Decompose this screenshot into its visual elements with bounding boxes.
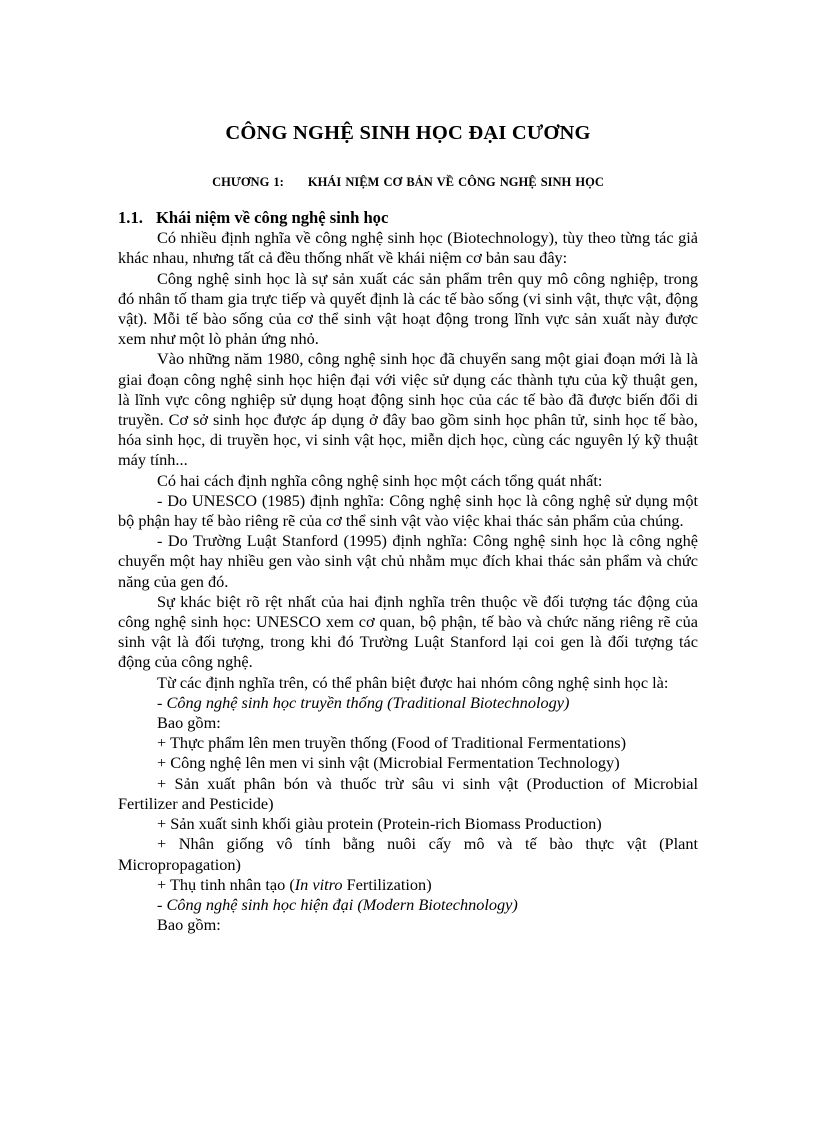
list-item: + Sản xuất sinh khối giàu protein (Protein-rich Biomass Production) <box>157 814 602 834</box>
paragraph: Vào những năm 1980, công nghệ sinh học đã chuyển sang một giai đoạn mới là là giai đoạn công nghệ sinh học hiện đại với việc sử dụng các thành tựu của kỹ thuật gen, là lĩnh vực công nghiệp sử dụng hoạt động sinh học của các tế bào đã được biến đổi di truyền. Cơ sở sinh học được áp dụng ở đây bao gồm sinh học phân tử, sinh học tế bào, hóa sinh học, di truyền học, vi sinh vật học, miễn dịch học, cùng các nguyên lý kỹ thuật máy tính... <box>118 349 698 470</box>
paragraph: Có nhiều định nghĩa về công nghệ sinh học (Biotechnology), tùy theo từng tác giả khác nhau, nhưng tất cả đều thống nhất về khái niệm cơ bản sau đây: <box>118 228 698 268</box>
includes-label: Bao gồm: <box>157 915 221 935</box>
paragraph: - Do UNESCO (1985) định nghĩa: Công nghệ sinh học là công nghệ sử dụng một bộ phận hay tế bào riêng rẽ của cơ thể sinh vật vào việc khai thác sản phẩm của chúng. <box>118 490 698 531</box>
chapter-heading <box>0 175 816 190</box>
list-item: + Nhân giống vô tính bằng nuôi cấy mô và tế bào thực vật (Plant Micropropagation) <box>118 834 698 874</box>
document-body <box>118 208 698 935</box>
list-item: + Công nghệ lên men vi sinh vật (Microbial Fermentation Technology) <box>157 753 620 773</box>
modern-biotech-heading: - Công nghệ sinh học hiện đại (Modern Biotechnology) <box>157 894 518 914</box>
paragraph: Từ các định nghĩa trên, có thể phân biệt được hai nhóm công nghệ sinh học là: <box>157 672 669 692</box>
section-heading <box>118 208 698 228</box>
paragraph: Sự khác biệt rõ rệt nhất của hai định nghĩa trên thuộc về đối tượng tác động của công nghệ sinh học: UNESCO xem cơ quan, bộ phận, tế bào và chức năng riêng rẽ của sinh vật là đối tượng, trong khi đó Trường Luật Stanford lại coi gen là đối tượng tác động của công nghệ. <box>118 591 698 672</box>
list-item: + Thụ tinh nhân tạo (In vitro Fertilization) <box>157 874 432 894</box>
section-title: Khái niệm về công nghệ sinh học <box>156 208 389 227</box>
list-item: + Sản xuất phân bón và thuốc trừ sâu vi sinh vật (Production of Microbial Fertilizer and Pesticide) <box>118 773 698 813</box>
document-title: CÔNG NGHỆ SINH HỌC ĐẠI CƯƠNG <box>225 122 591 144</box>
paragraph: Công nghệ sinh học là sự sản xuất các sản phẩm trên quy mô công nghiệp, trong đó nhân tố tham gia trực tiếp và quyết định là các tế bào sống (vi sinh vật, thực vật, động vật). Mỗi tế bào sống của cơ thể sinh vật hoạt động trong lĩnh vực sản xuất này được xem như một lò phản ứng nhỏ. <box>118 268 698 349</box>
traditional-biotech-heading: - Công nghệ sinh học truyền thống (Traditional Biotechnology) <box>157 692 570 712</box>
section-number: 1.1. <box>118 208 143 227</box>
paragraph: - Do Trường Luật Stanford (1995) định nghĩa: Công nghệ sinh học là công nghệ chuyển một hay nhiều gen vào sinh vật chủ nhằm mục đích khai thác sản phẩm và chức năng của gen đó. <box>118 531 698 591</box>
chapter-title: KHÁI NIỆM CƠ BẢN VỀ CÔNG NGHỆ SINH HỌC <box>307 175 604 189</box>
paragraph: Có hai cách định nghĩa công nghệ sinh học một cách tổng quát nhất: <box>157 470 603 490</box>
list-item: + Thực phẩm lên men truyền thống (Food of Traditional Fermentations) <box>157 733 626 753</box>
chapter-label: CHƯƠNG 1: <box>212 175 284 189</box>
includes-label: Bao gồm: <box>157 713 221 733</box>
